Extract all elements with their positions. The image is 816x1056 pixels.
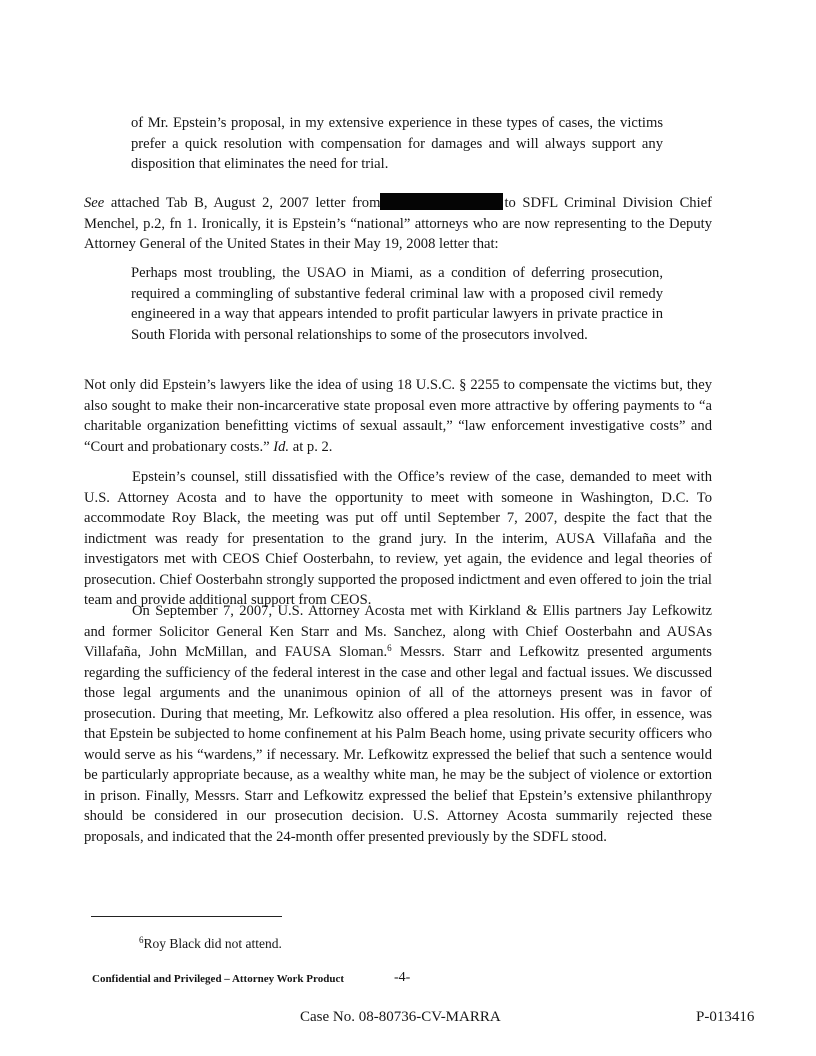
see-text-after: to SDFL Criminal Division Chief Menchel, p.2, fn 1. Ironically, it is Epstein’s “national” attorneys who are now representing to the Deputy Attorney General of the United States in their May 19, 2008 letter that:: [84, 195, 712, 252]
confidentiality-notice: Confidential and Privileged – Attorney Work Product: [92, 973, 344, 985]
footnote-divider: [91, 916, 282, 917]
id-citation-tail: at p. 2.: [289, 438, 333, 455]
redaction-block: [380, 193, 503, 210]
footnote-reference: 6: [387, 643, 392, 653]
id-citation: Id.: [273, 438, 290, 455]
see-text-before: attached Tab B, August 2, 2007 letter from: [104, 195, 381, 211]
case-number: Case No. 08-80736-CV-MARRA: [300, 1009, 501, 1025]
september-paragraph: [84, 601, 712, 847]
footnote: [139, 935, 282, 953]
block-quote: Perhaps most troubling, the USAO in Miami, as a condition of deferring prosecution, required a commingling of substantive federal criminal law with a proposed civil remedy engineered in a way that appears intended to profit particular lawyers in private practice in South Florida with personal relationships to some of the prosecutors involved.: [131, 265, 663, 343]
september-text-before: On September 7, 2007, U.S. Attorney Acosta met with Kirkland & Ellis partners Jay Lefkowitz and former Solicitor General Ken Starr and Ms. Sanchez, along with Chief Oosterbahn and AUSAs Villafaña, John McMillan, and FAUSA Sloman.: [84, 603, 712, 660]
september-text-after: Messrs. Starr and Lefkowitz presented arguments regarding the sufficiency of the federal interest in the case and other legal and factual issues. We discussed those legal arguments and the unanimous opinion of all of the attorneys present was in favor of prosecution. During that meeting, Mr. Lefkowitz also offered a plea resolution. His offer, in essence, was that Epstein be subjected to home confinement at his Palm Beach home, using private security officers who would serve as his “wardens,” if necessary. Mr. Lefkowitz expressed the belief that such a sentence would be particularly appropriate because, as a wealthy white man, he may be the subject of violence or extortion in prison. Finally, Messrs. Starr and Lefkowitz expressed the belief that Epstein’s extensive philanthropy should be considered in our prosecution decision. U.S. Attorney Acosta summarily rejected these proposals, and indicated that the 24-month offer presented previously by the SDFL stood.: [84, 644, 712, 845]
footnote-marker: 6: [139, 935, 144, 945]
see-signal: See: [84, 195, 105, 211]
not-only-text: Not only did Epstein’s lawyers like the idea of using 18 U.S.C. § 2255 to compensate the victims but, they also sought to make their non-incarcerative state proposal even more attractive by offering payments to “a charitable organization benefitting victims of sexual assault,” “law enforcement investigative costs” and “Court and probationary costs.”: [84, 377, 712, 455]
see-paragraph: [84, 193, 712, 255]
counsel-paragraph: Epstein’s counsel, still dissatisfied with the Office’s review of the case, demanded to meet with U.S. Attorney Acosta and to have the opportunity to meet with someone in Washington, D.C. To accommodate Roy Black, the meeting was put off until September 7, 2007, despite the fact that the indictment was ready for presentation to the grand jury. In the interim, AUSA Villafaña and the investigators met with CEOS Chief Oosterbahn, to review, yet again, the evidence and legal theories of prosecution. Chief Oosterbahn strongly supported the proposed indictment and even offered to join the trial team and provide additional support from CEOS.: [84, 469, 712, 608]
bates-number: P-013416: [696, 1009, 755, 1025]
not-only-paragraph: [84, 375, 712, 457]
page-number: -4-: [394, 970, 411, 985]
quote-continuation: of Mr. Epstein’s proposal, in my extensive experience in these types of cases, the victims prefer a quick resolution with compensation for damages and will always support any disposition that eliminates the need for trial.: [131, 115, 663, 172]
footnote-text: Roy Black did not attend.: [143, 936, 282, 951]
